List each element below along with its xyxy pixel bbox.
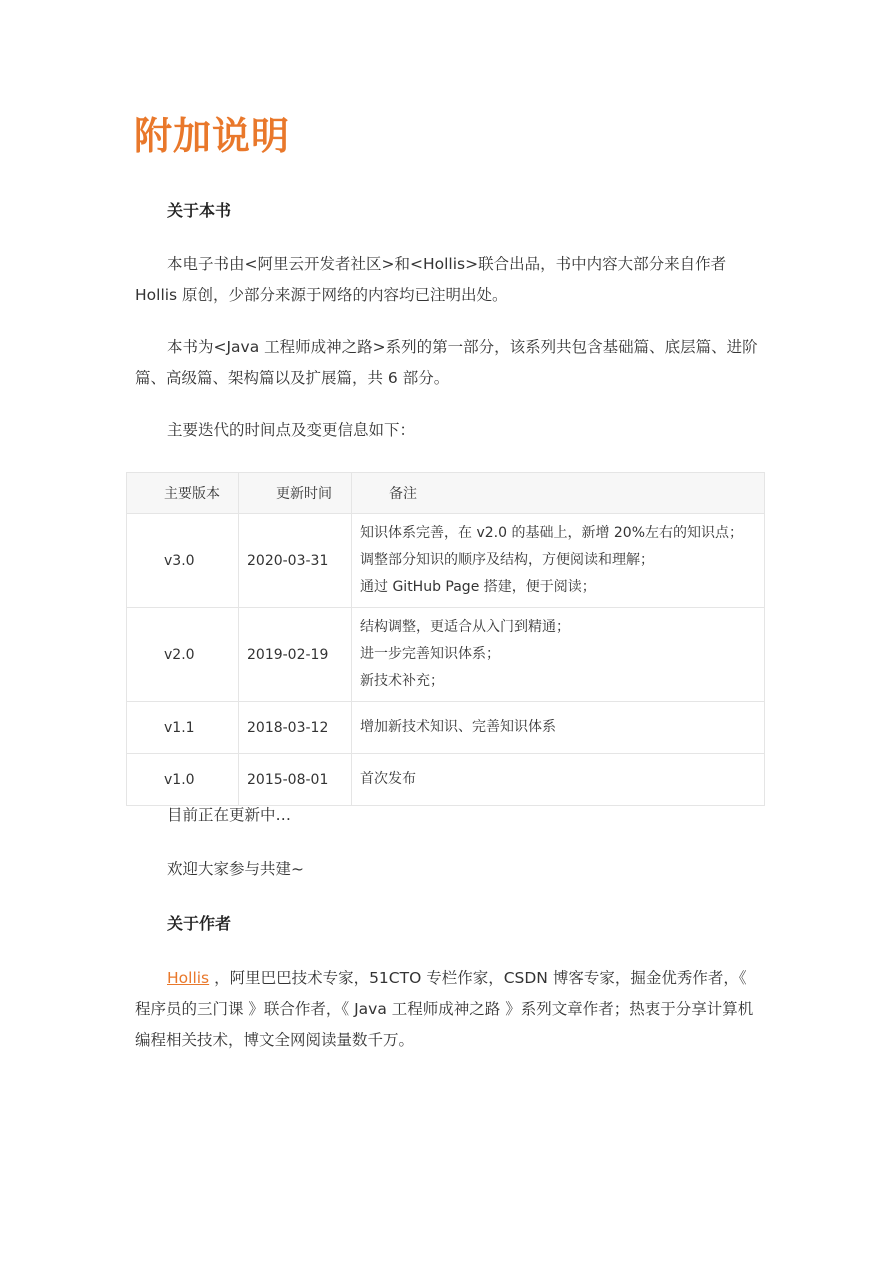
notes-cell <box>352 702 765 754</box>
table-row <box>127 514 765 608</box>
notes-cell <box>352 608 765 702</box>
about-book-heading: 关于本书 <box>167 201 232 220</box>
note-line: 通过 GitHub Page 搭建，便于阅读； <box>360 579 596 595</box>
note-line: 结构调整，更适合从入门到精通； <box>360 619 570 635</box>
note-line: 新技术补充； <box>360 673 444 689</box>
about-book-paragraph-1: 本电子书由<阿里云开发者社区>和<Hollis>联合出品，书中内容大部分来自作者Hollis 原创，少部分来源于网络的内容均已注明出处。 <box>135 255 727 304</box>
page-title: 附加说明 <box>134 114 291 158</box>
author-bio-text: ，阿里巴巴技术专家，51CTO 专栏作家，CSDN 博客专家，掘金优秀作者，《 程序员的三门课 》联合作者，《 Java 工程师成神之路 》系列文章作者；热衷于分享计算机编程相关技术，博文全网阅读量数千万。 <box>135 969 754 1049</box>
table-header-version: 主要版本 <box>127 473 239 514</box>
notes-cell <box>352 754 765 806</box>
version-cell: v3.0 <box>127 514 239 608</box>
welcome-text: 欢迎大家参与共建~ <box>167 860 304 878</box>
note-line: 增加新技术知识、完善知识体系 <box>360 719 556 735</box>
notes-cell <box>352 514 765 608</box>
version-history-table <box>126 472 765 806</box>
author-bio-paragraph <box>135 963 765 1056</box>
note-line: 调整部分知识的顺序及结构，方便阅读和理解； <box>360 552 654 568</box>
note-line: 首次发布 <box>360 771 416 787</box>
date-cell: 2019-02-19 <box>239 608 352 702</box>
table-header-date: 更新时间 <box>239 473 352 514</box>
table-row <box>127 702 765 754</box>
iteration-intro: 主要迭代的时间点及变更信息如下： <box>167 421 416 439</box>
version-cell: v1.0 <box>127 754 239 806</box>
note-line: 知识体系完善，在 v2.0 的基础上，新增 20%左右的知识点； <box>360 525 744 541</box>
date-cell: 2020-03-31 <box>239 514 352 608</box>
about-book-paragraph-2: 本书为<Java 工程师成神之路>系列的第一部分，该系列共包含基础篇、底层篇、进阶篇、高级篇、架构篇以及扩展篇，共 6 部分。 <box>135 338 758 387</box>
updating-text: 目前正在更新中… <box>167 806 292 824</box>
table-header-notes: 备注 <box>352 473 765 514</box>
table-row <box>127 754 765 806</box>
table-row <box>127 608 765 702</box>
table-header-row <box>127 473 765 514</box>
date-cell: 2018-03-12 <box>239 702 352 754</box>
author-link[interactable]: Hollis <box>167 969 210 987</box>
version-cell: v1.1 <box>127 702 239 754</box>
date-cell: 2015-08-01 <box>239 754 352 806</box>
version-cell: v2.0 <box>127 608 239 702</box>
about-author-heading: 关于作者 <box>167 914 232 933</box>
note-line: 进一步完善知识体系； <box>360 646 500 662</box>
